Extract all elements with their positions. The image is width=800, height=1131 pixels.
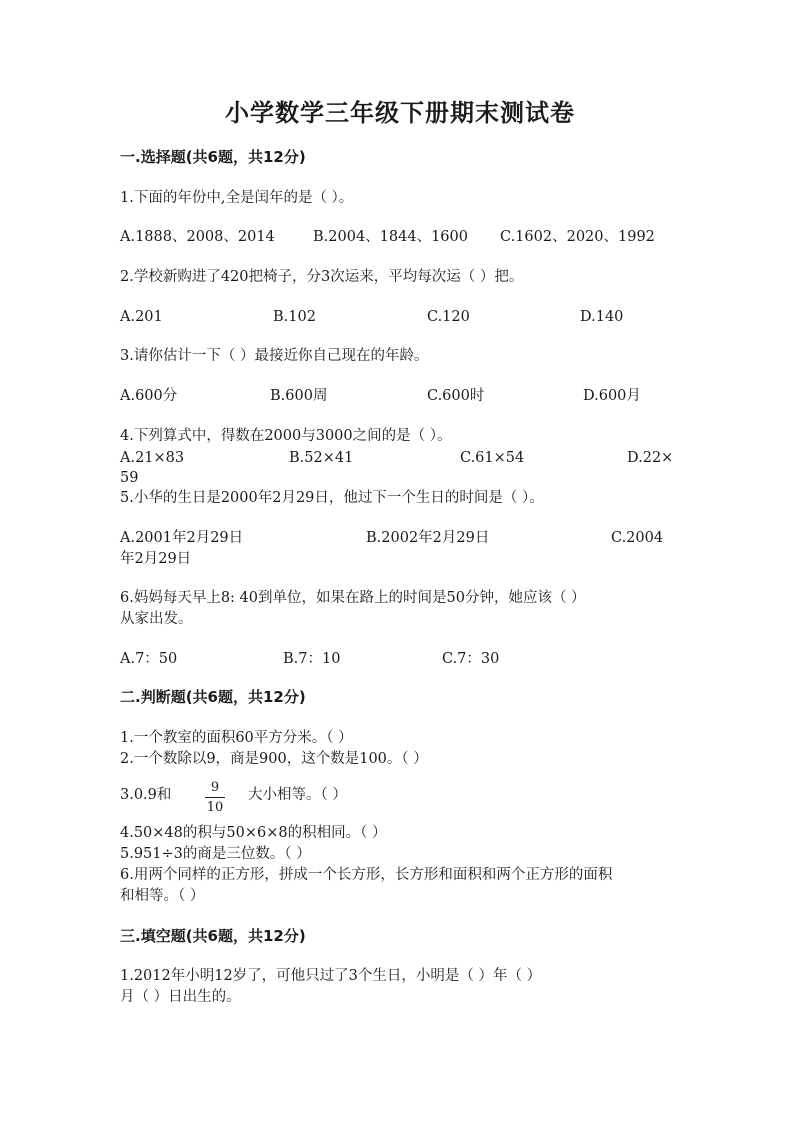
question-1-4: 4.下列算式中，得数在2000与3000之间的是（ ）。 <box>120 428 452 444</box>
question-2-6-cont: 和相等。（ ） <box>120 888 205 904</box>
fraction-denominator: 10 <box>206 800 224 815</box>
option: A.201 <box>120 309 163 325</box>
fraction-numerator: 9 <box>210 780 220 795</box>
question-2-6: 6.用两个同样的正方形，拼成一个长方形，长方形和面积和两个正方形的面积 <box>120 867 613 883</box>
question-3-1-cont: 月（ ）日出生的。 <box>120 989 241 1005</box>
option: B.2004、1844、1600 <box>313 229 468 245</box>
option-wrap: 年2月29日 <box>120 551 192 567</box>
option: C.600时 <box>427 388 485 404</box>
question-2-4: 4.50×48的积与50×6×8的积相同。（ ） <box>120 825 387 841</box>
option: C.1602、2020、1992 <box>500 229 655 245</box>
question-1-5: 5.小华的生日是2000年2月29日，他过下一个生日的时间是（ ）。 <box>120 490 544 506</box>
option: B.7：10 <box>283 651 341 667</box>
option: C.7：30 <box>442 651 500 667</box>
question-3-1: 1.2012年小明12岁了，可他只过了3个生日，小明是（ ）年（ ） <box>120 968 542 984</box>
question-1-2: 2.学校新购进了420把椅子，分3次运来，平均每次运（ ）把。 <box>120 269 524 285</box>
option: B.52×41 <box>289 450 354 466</box>
option: A.1888、2008、2014 <box>120 229 275 245</box>
question-1-6: 6.妈妈每天早上8: 40到单位，如果在路上的时间是50分钟，她应该（ ） <box>120 590 586 606</box>
section-heading-judgement: 二.判断题(共6题，共12分) <box>120 688 306 706</box>
option: A.7：50 <box>120 651 178 667</box>
option: A.600分 <box>120 388 178 404</box>
option: D.140 <box>580 309 624 325</box>
fraction-nine-tenths <box>205 781 225 814</box>
option: B.600周 <box>270 388 328 404</box>
fraction-bar <box>205 797 225 798</box>
option-wrap: 59 <box>120 470 139 486</box>
question-2-2: 2.一个数除以9，商是900，这个数是100。（ ） <box>120 751 428 767</box>
question-2-5: 5.951÷3的商是三位数。（ ） <box>120 846 311 862</box>
option: B.102 <box>273 309 316 325</box>
option: C.120 <box>427 309 470 325</box>
question-2-3-before: 3.0.9和 <box>120 787 172 803</box>
option: C.61×54 <box>460 450 525 466</box>
option: D.22× <box>627 450 674 466</box>
option: A.21×83 <box>120 450 185 466</box>
question-1-3: 3.请你估计一下（ ）最接近你自己现在的年龄。 <box>120 348 429 364</box>
option: A.2001年2月29日 <box>120 530 244 546</box>
question-2-3-after: 大小相等。（ ） <box>248 787 347 803</box>
question-1-6-cont: 从家出发。 <box>120 611 193 627</box>
section-heading-fill: 三.填空题(共6题，共12分) <box>120 927 306 945</box>
option: B.2002年2月29日 <box>366 530 490 546</box>
option: C.2004 <box>611 530 664 546</box>
question-1-1: 1.下面的年份中,全是闰年的是（ ）。 <box>120 190 354 206</box>
section-heading-choice: 一.选择题(共6题，共12分) <box>120 148 306 166</box>
page-title: 小学数学三年级下册期末测试卷 <box>225 99 575 127</box>
option: D.600月 <box>583 388 641 404</box>
question-2-1: 1.一个教室的面积60平方分米。（ ） <box>120 730 353 746</box>
